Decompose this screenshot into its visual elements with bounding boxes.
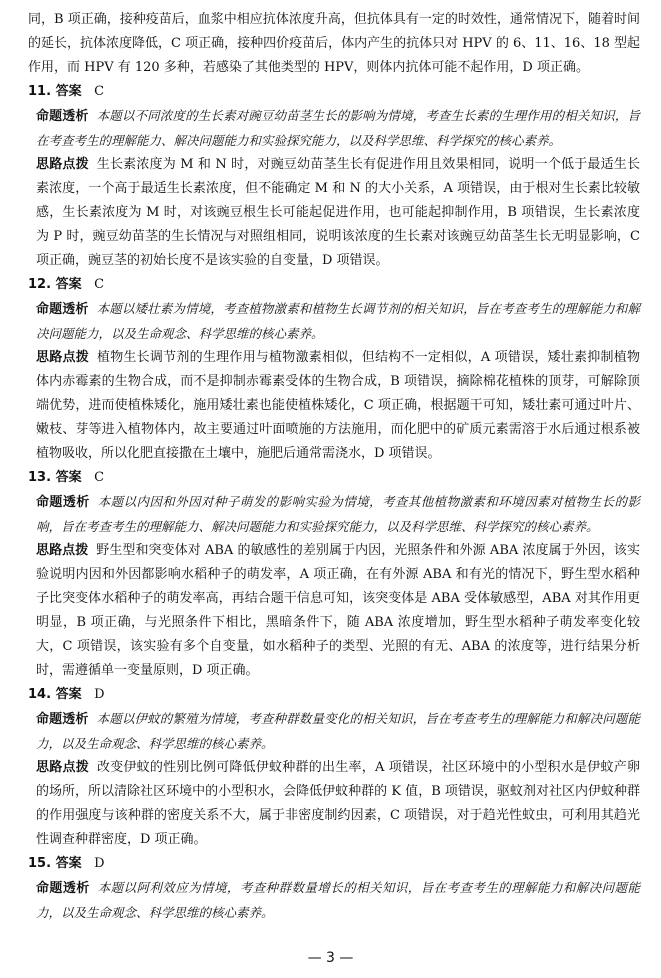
question-number: 13. — [28, 470, 52, 485]
answer-label: 答案 — [55, 277, 82, 292]
hint-text: 改变伊蚊的性别比例可降低伊蚊种群的出生率，A 项错误，社区环境中的小型积水是伊蚊产卵的场所，所以清除社区环境中的小型积水，会降低伊蚊种群的 K 值，B 项错误，驱蚊剂对社区内伊蚊种群的作用强度与该种群的密度关系不大，属于非密度制约因素，C 项错误，对于趋光性蚊虫，可利用其趋光性调查种群密度，D 项正确。 — [36, 760, 640, 847]
hint-text: 生长素浓度为 M 和 N 时，对豌豆幼苗茎生长有促进作用且效果相同，说明一个低于最适生长素浓度，一个高于最适生长素浓度，但不能确定 M 和 N 的大小关系，A 项错误，由于根对生长素比较敏感，生长素浓度为 M 时，对该豌豆根生长可能起促进作用，也可能起抑制作用，B 项错误，生长素浓度为 P 时，豌豆幼苗茎的生长情况与对照组相同，说明该浓度的生长素对该豌豆幼苗茎生长无明显影响，C 项正确，豌豆茎的初始长度不是该实验的自变量，D 项错误。 — [36, 157, 640, 268]
analysis-block — [28, 490, 640, 539]
hint-label: 思路点拨 — [36, 760, 89, 775]
hint-block — [28, 756, 640, 852]
answer-label: 答案 — [55, 470, 82, 485]
hint-text: 野生型和突变体对 ABA 的敏感性的差别属于内因，光照条件和外源 ABA 浓度属于外因，该实验说明内因和外因都影响水稻种子的萌发率，A 项正确，在有外源 ABA 和有光的情况下，野生型水稻种子比突变体水稻种子的萌发率高，再结合题干信息可知，该突变体是 ABA 受体敏感型，ABA 对其作用更明显，B 项正确，与光照条件下相比，黑暗条件下，随 ABA 浓度增加，野生型水稻种子萌发率变化较大，C 项错误，该实验有多个自变量，如水稻种子的类型、光照的有无、ABA 的浓度等，进行结果分析时，需遵循单一变量原则，D 项正确。 — [36, 543, 640, 678]
analysis-label: 命题透析 — [36, 302, 89, 317]
answer-value: D — [94, 687, 105, 702]
analysis-text: 本题以阿利效应为情境，考查种群数量增长的相关知识，旨在考查考生的理解能力和解决问题能力，以及生命观念、科学思维的核心素养。 — [36, 880, 640, 920]
question-number: 15. — [28, 856, 52, 871]
hint-block — [28, 539, 640, 683]
analysis-label: 命题透析 — [36, 495, 90, 510]
hint-text: 植物生长调节剂的生理作用与植物激素相似，但结构不一定相似，A 项错误，矮壮素抑制植物体内赤霉素的生物合成，而不是抑制赤霉素受体的生物合成，B 项错误，摘除棉花植株的顶芽，可解除顶端优势，进而使植株矮化，施用矮壮素也能使植株矮化，C 项正确，根据题干可知，矮壮素可通过叶片、嫩枝、芽等进入植物体内，故主要通过叶面喷施的方法施用，而化肥中的矿质元素需溶于水后通过根系被植物吸收，所以化肥直接撒在土壤中，施肥后通常需浇水，D 项错误。 — [36, 350, 640, 461]
analysis-text: 本题以不同浓度的生长素对豌豆幼苗茎生长的影响为情境，考查生长素的生理作用的相关知识，旨在考查考生的理解能力、解决问题能力和实验探究能力，以及科学思维、科学探究的核心素养。 — [36, 108, 640, 148]
page-number: — 3 — — [307, 950, 354, 966]
answer-label: 答案 — [55, 84, 82, 99]
answer-label: 答案 — [55, 687, 82, 702]
analysis-block — [28, 297, 640, 346]
answer-value: C — [94, 84, 105, 99]
analysis-block — [28, 707, 640, 756]
answer-value: D — [94, 856, 105, 871]
analysis-text: 本题以伊蚊的繁殖为情境，考查种群数量变化的相关知识，旨在考查考生的理解能力和解决问题能力，以及生命观念、科学思维的核心素养。 — [36, 711, 640, 751]
hint-label: 思路点拨 — [36, 350, 89, 365]
answer-label: 答案 — [55, 856, 82, 871]
question-15 — [28, 852, 640, 925]
analysis-block — [28, 104, 640, 153]
analysis-block — [28, 876, 640, 925]
analysis-label: 命题透析 — [36, 109, 89, 124]
hint-label: 思路点拨 — [36, 157, 89, 172]
question-14 — [28, 683, 640, 852]
question-number: 11. — [28, 84, 52, 99]
analysis-text: 本题以矮壮素为情境，考查植物激素和植物生长调节剂的相关知识，旨在考查考生的理解能力和解决问题能力，以及生命观念、科学思维的核心素养。 — [36, 301, 640, 341]
analysis-text: 本题以内因和外因对种子萌发的影响实验为情境，考查其他植物激素和环境因素对植物生长的影响，旨在考查考生的理解能力、解决问题能力和实验探究能力，以及科学思维、科学探究的核心素养。 — [36, 494, 640, 534]
question-13 — [28, 466, 640, 683]
hint-label: 思路点拨 — [36, 543, 89, 558]
question-11 — [28, 80, 640, 273]
answer-value: C — [94, 277, 105, 292]
question-number: 14. — [28, 687, 52, 702]
question-number: 12. — [28, 277, 52, 292]
page-content — [28, 8, 640, 925]
analysis-label: 命题透析 — [36, 881, 90, 896]
answer-value: C — [94, 470, 105, 485]
question-12 — [28, 273, 640, 466]
hint-block — [28, 153, 640, 273]
analysis-label: 命题透析 — [36, 712, 89, 727]
hint-block — [28, 346, 640, 466]
intro-paragraph: 同，B 项正确，接种疫苗后，血浆中相应抗体浓度升高，但抗体具有一定的时效性，通常情况下，随着时间的延长，抗体浓度降低，C 项正确，接种四价疫苗后，体内产生的抗体只对 HPV 的 6、11、16、18 型起作用，而 HPV 有 120 多种，若感染了其他类型的 HPV，则体内抗体可能不起作用，D 项正确。 — [28, 12, 640, 75]
